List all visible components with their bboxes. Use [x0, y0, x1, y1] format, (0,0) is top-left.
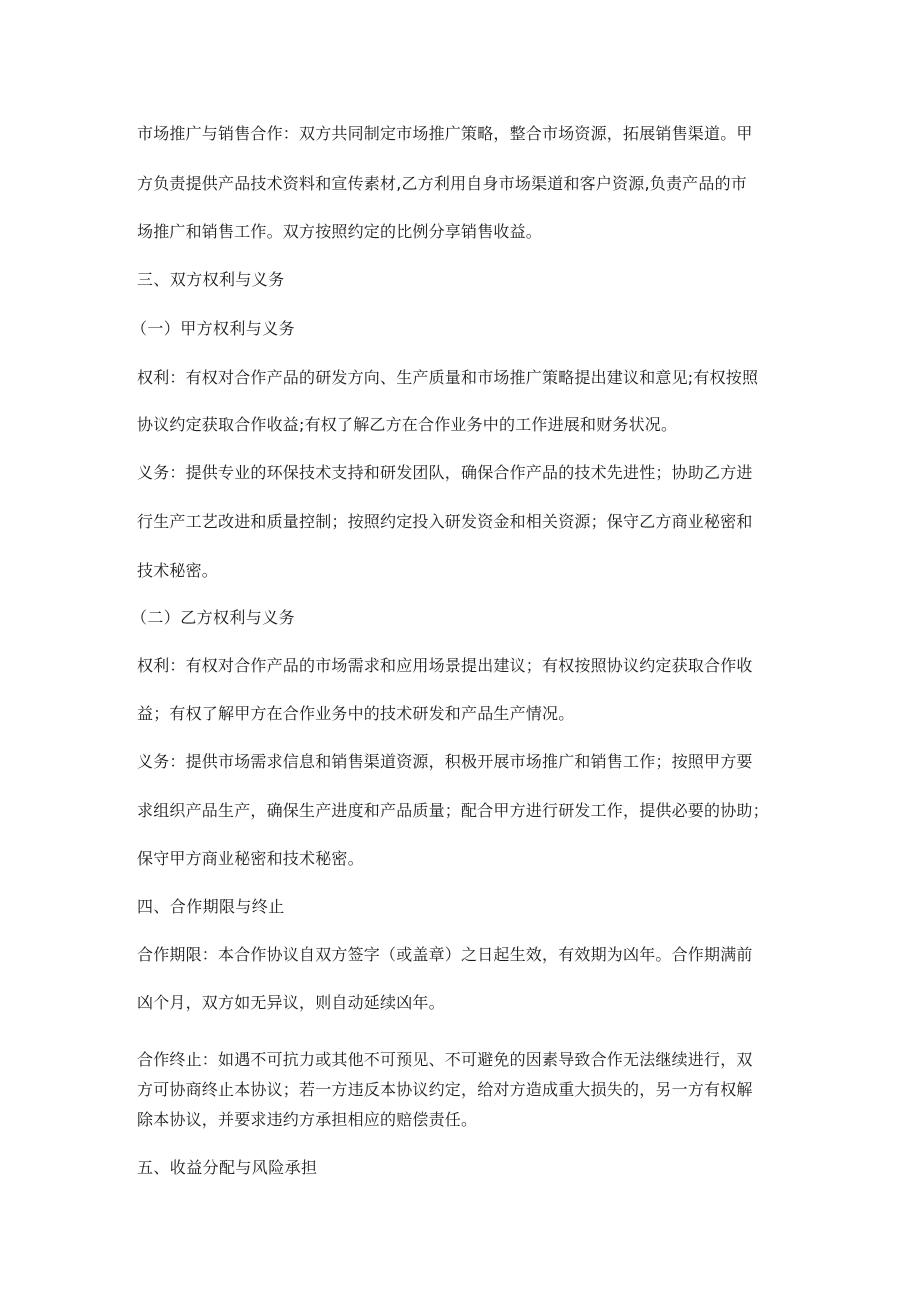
termination-line-1: 合作终止：如遇不可抗力或其他不可预见、不可避免的因素导致合作无法继续进行，双 — [137, 1050, 753, 1069]
market-cooperation-line-1: 市场推广与销售合作：双方共同制定市场推广策略，整合市场资源，拓展销售渠道。甲 — [137, 124, 753, 143]
party-a-rights-line-1: 权利：有权对合作产品的研发方向、生产质量和市场推广策略提出建议和意见;有权按照 — [137, 368, 759, 387]
party-a-obligations-line-2: 行生产工艺改进和质量控制；按照约定投入研发资金和相关资源；保守乙方商业秘密和 — [137, 512, 753, 531]
market-cooperation-line-3: 场推广和销售工作。双方按照约定的比例分享销售收益。 — [137, 222, 543, 241]
party-b-obligations-line-2: 求组织产品生产，确保生产进度和产品质量；配合甲方进行研发工作，提供必要的协助； — [137, 801, 769, 820]
party-a-obligations-line-1: 义务：提供专业的环保技术支持和研发团队，确保合作产品的技术先进性；协助乙方进 — [137, 463, 753, 482]
termination-line-2: 方可协商终止本协议；若一方违反本协议约定，给对方造成重大损失的，另一方有权解 — [137, 1080, 753, 1099]
section-heading-rights-obligations: 三、双方权利与义务 — [137, 270, 285, 289]
term-line-1: 合作期限：本合作协议自双方签字（或盖章）之日起生效，有效期为凶年。合作期满前 — [137, 945, 753, 964]
party-b-obligations-line-3: 保守甲方商业秘密和技术秘密。 — [137, 849, 364, 868]
party-a-rights-line-2: 协议约定获取合作收益;有权了解乙方在合作业务中的工作进展和财务状况。 — [137, 415, 678, 434]
subsection-heading-party-b: （二）乙方权利与义务 — [131, 608, 296, 627]
market-cooperation-line-2: 方负责提供产品技术资料和宣传素材,乙方利用自身市场渠道和客户资源,负责产品的市 — [137, 174, 747, 193]
party-b-rights-line-2: 益；有权了解甲方在合作业务中的技术研发和产品生产情况。 — [137, 704, 575, 723]
subsection-heading-party-a: （一）甲方权利与义务 — [131, 319, 296, 338]
party-a-obligations-line-3: 技术秘密。 — [137, 561, 219, 580]
party-b-rights-line-1: 权利：有权对合作产品的市场需求和应用场景提出建议；有权按照协议约定获取合作收 — [137, 656, 753, 675]
party-b-obligations-line-1: 义务：提供市场需求信息和销售渠道资源，积极开展市场推广和销售工作；按照甲方要 — [137, 752, 753, 771]
section-heading-revenue-risk: 五、收益分配与风险承担 — [137, 1158, 318, 1177]
section-heading-term-termination: 四、合作期限与终止 — [137, 897, 285, 916]
termination-line-3: 除本协议，并要求违约方承担相应的赔偿责任。 — [137, 1110, 478, 1129]
term-line-2: 凶个月，双方如无异议，则自动延续凶年。 — [137, 993, 445, 1012]
